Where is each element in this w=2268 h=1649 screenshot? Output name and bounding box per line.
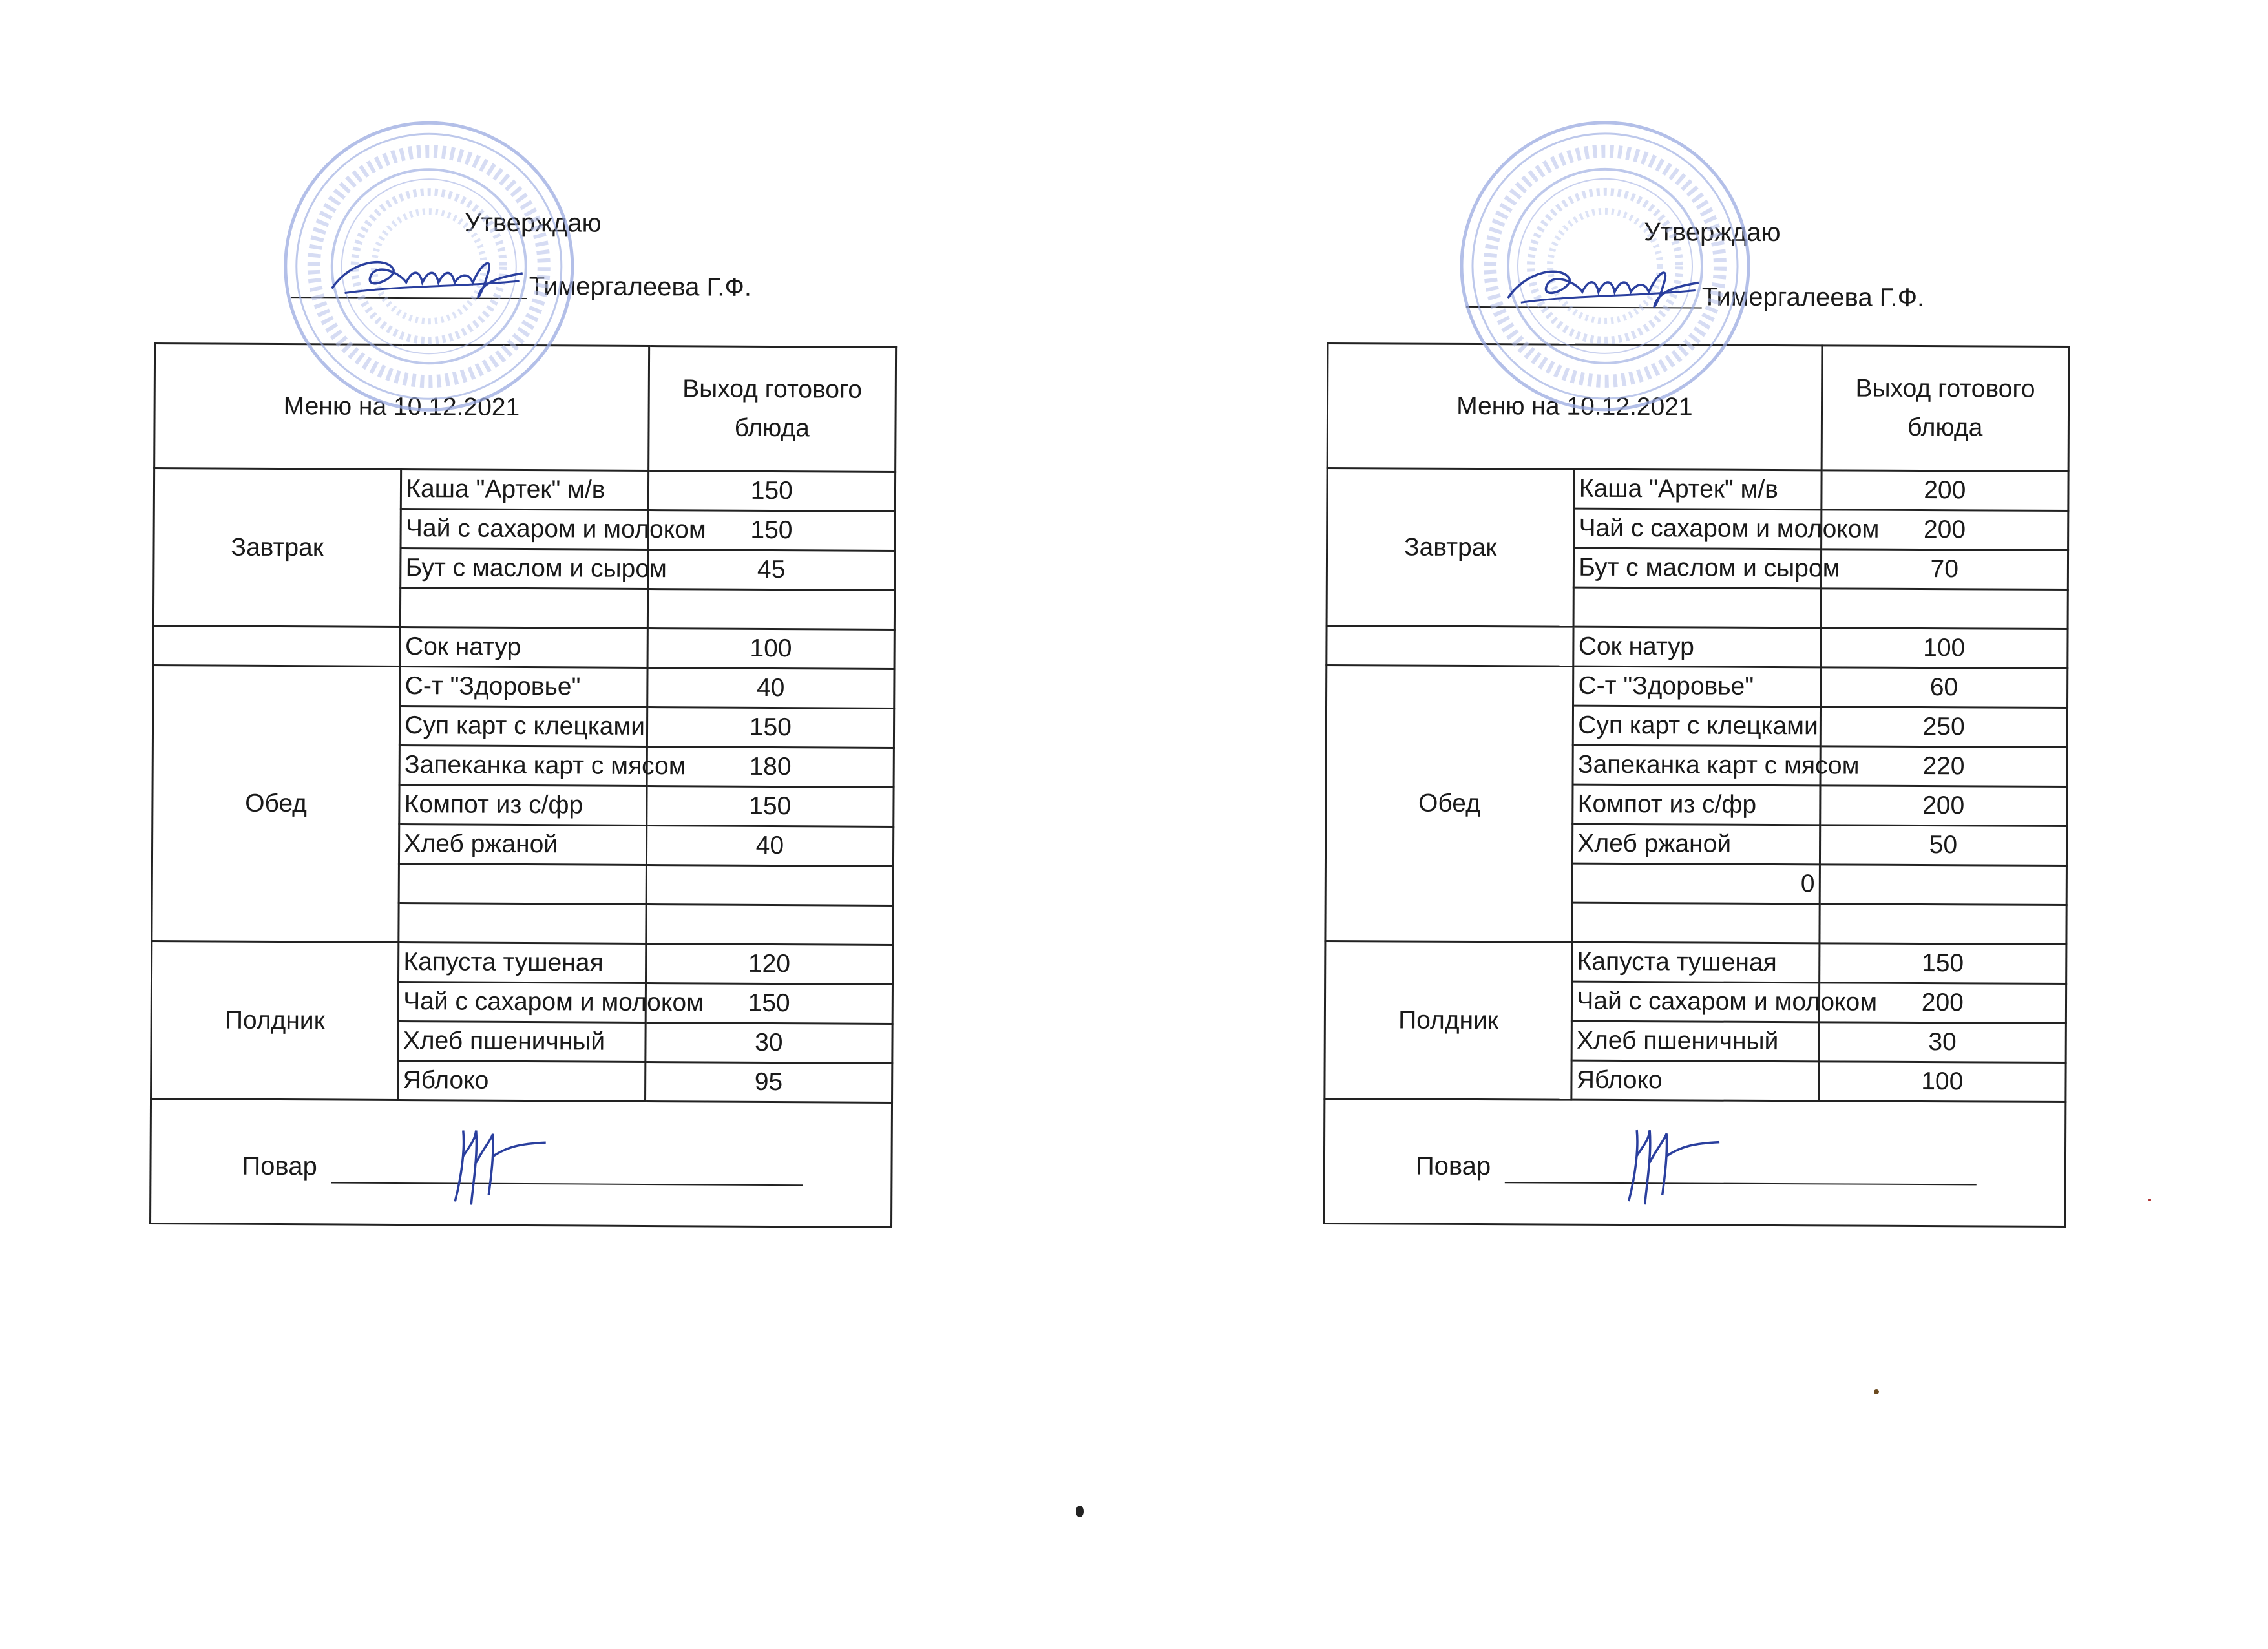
dish-output: 220	[1820, 746, 2068, 787]
menu-table	[150, 342, 897, 1104]
dish-name	[399, 863, 646, 904]
approve-label: Утверждаю	[1644, 218, 1781, 247]
dish-name: Суп карт с клецками	[400, 706, 647, 746]
output-header: Выход готового блюда	[648, 346, 896, 472]
dish-name: Бут с маслом и сыром	[1574, 548, 1822, 589]
meal-label-empty	[1327, 625, 1574, 666]
dish-name: Суп карт с клецками	[1573, 706, 1821, 746]
menu-table	[1323, 342, 2070, 1103]
dish-name	[401, 587, 648, 628]
dish-output	[1821, 589, 2068, 629]
dish-name: Запеканка карт с мясом	[399, 745, 647, 786]
table-row	[154, 468, 895, 512]
dish-output: 180	[647, 746, 894, 787]
dish-name: Сок натур	[400, 627, 647, 667]
cook-signature-line	[1505, 1182, 1977, 1185]
dish-output: 150	[648, 510, 896, 551]
table-row	[1327, 665, 2068, 708]
dish-output: 200	[1821, 510, 2068, 551]
cook-signature-line	[331, 1182, 803, 1186]
scan-speck	[2148, 1199, 2151, 1201]
meal-label-breakfast: Завтрак	[1327, 468, 1574, 627]
dish-name	[399, 903, 646, 943]
approval-header	[1327, 116, 2090, 346]
dish-output: 150	[646, 983, 893, 1024]
dish-output	[647, 589, 895, 630]
dish-name: Компот из с/фр	[1573, 784, 1820, 825]
dish-output: 30	[646, 1022, 893, 1063]
table-row	[1327, 468, 2068, 511]
dish-output: 200	[1822, 470, 2069, 511]
menu-title: Меню на 10.12.2021	[1327, 344, 1822, 470]
dish-output: 200	[1819, 983, 2066, 1024]
dish-name: Чай с сахаром и молоком	[399, 982, 646, 1022]
dish-output: 150	[647, 707, 894, 748]
table-row	[153, 625, 894, 669]
signer-name: Тимергалеева Г.Ф.	[529, 272, 752, 302]
dish-name: Яблоко	[398, 1060, 646, 1101]
dish-output: 40	[647, 667, 894, 708]
meal-label-breakfast: Завтрак	[153, 468, 401, 627]
meal-label-snack: Полдник	[151, 941, 399, 1100]
dish-output: 100	[647, 629, 895, 669]
cook-footer	[1323, 1100, 2067, 1228]
dish-output	[1820, 865, 2067, 905]
dish-output	[646, 904, 893, 945]
dish-output: 95	[645, 1062, 892, 1102]
menu-card-2	[1323, 116, 2090, 1228]
dish-output: 100	[1820, 628, 2068, 669]
title-row	[1327, 344, 2069, 472]
dish-output: 30	[1819, 1022, 2066, 1063]
meal-label-empty	[153, 625, 401, 666]
dish-name: Компот из с/фр	[399, 784, 647, 825]
table-row	[153, 665, 894, 708]
scan-speck	[1874, 1389, 1879, 1394]
title-row	[154, 344, 896, 472]
dish-name: Хлеб ржаной	[1573, 824, 1820, 865]
signer-name: Тимергалеева Г.Ф.	[1701, 282, 1925, 313]
dish-name: С-т "Здоровье"	[400, 666, 647, 707]
meal-label-snack: Полдник	[1325, 941, 1572, 1100]
dish-name	[1572, 903, 1820, 943]
approve-label: Утверждаю	[465, 208, 602, 238]
dish-output: 45	[647, 550, 895, 591]
table-row	[151, 941, 892, 984]
dish-name: Запеканка карт с мясом	[1573, 745, 1820, 786]
dish-name	[1573, 587, 1821, 628]
dish-output: 150	[648, 471, 896, 512]
meal-label-lunch: Обед	[152, 665, 401, 942]
menu-title: Меню на 10.12.2021	[154, 344, 649, 471]
dish-name: Сок натур	[1573, 627, 1821, 667]
director-signature-icon	[1502, 256, 1708, 315]
dish-name: С-т "Здоровье"	[1573, 666, 1821, 707]
dish-name: Чай с сахаром и молоком	[1572, 982, 1820, 1022]
dish-name: Яблоко	[1571, 1060, 1819, 1101]
dish-output: 120	[646, 943, 893, 984]
table-row	[1327, 625, 2068, 668]
cook-footer	[149, 1100, 893, 1228]
dish-name: Бут с маслом и сыром	[401, 549, 648, 589]
dish-output	[1820, 904, 2067, 945]
approval-header	[154, 116, 918, 346]
dish-output: 100	[1819, 1062, 2066, 1102]
meal-label-lunch: Обед	[1325, 665, 1573, 942]
dish-output: 150	[646, 786, 894, 826]
dish-name: Каша "Артек" м/в	[1574, 469, 1822, 510]
dish-output: 40	[646, 825, 894, 866]
menu-card-1	[149, 116, 918, 1228]
table-row	[1325, 941, 2066, 983]
cook-signature-icon	[1610, 1117, 1739, 1208]
dish-name: Хлеб пшеничный	[1571, 1021, 1819, 1062]
dish-name: Хлеб ржаной	[399, 824, 647, 865]
dish-output: 70	[1821, 549, 2068, 590]
output-header: Выход готового блюда	[1822, 346, 2069, 472]
dish-name: Чай с сахаром и молоком	[401, 509, 648, 550]
dish-output: 50	[1820, 825, 2067, 866]
dish-name: Капуста тушеная	[1572, 942, 1820, 983]
dish-output: 60	[1820, 667, 2068, 708]
dish-output	[646, 865, 894, 905]
dish-output: 200	[1820, 786, 2067, 826]
cook-signature-icon	[436, 1117, 565, 1208]
scan-speck	[1076, 1506, 1084, 1517]
dish-name: Каша "Артек" м/в	[401, 470, 649, 510]
dish-output: 250	[1820, 707, 2068, 748]
cook-label: Повар	[242, 1151, 317, 1181]
director-signature-icon	[325, 246, 532, 306]
dish-name: Чай с сахаром и молоком	[1574, 509, 1822, 549]
dish-name: Хлеб пшеничный	[398, 1021, 646, 1062]
dish-name: Капуста тушеная	[399, 942, 646, 983]
dish-name: 0	[1573, 863, 1820, 904]
cook-label: Повар	[1415, 1151, 1491, 1181]
dish-output: 150	[1819, 943, 2066, 984]
